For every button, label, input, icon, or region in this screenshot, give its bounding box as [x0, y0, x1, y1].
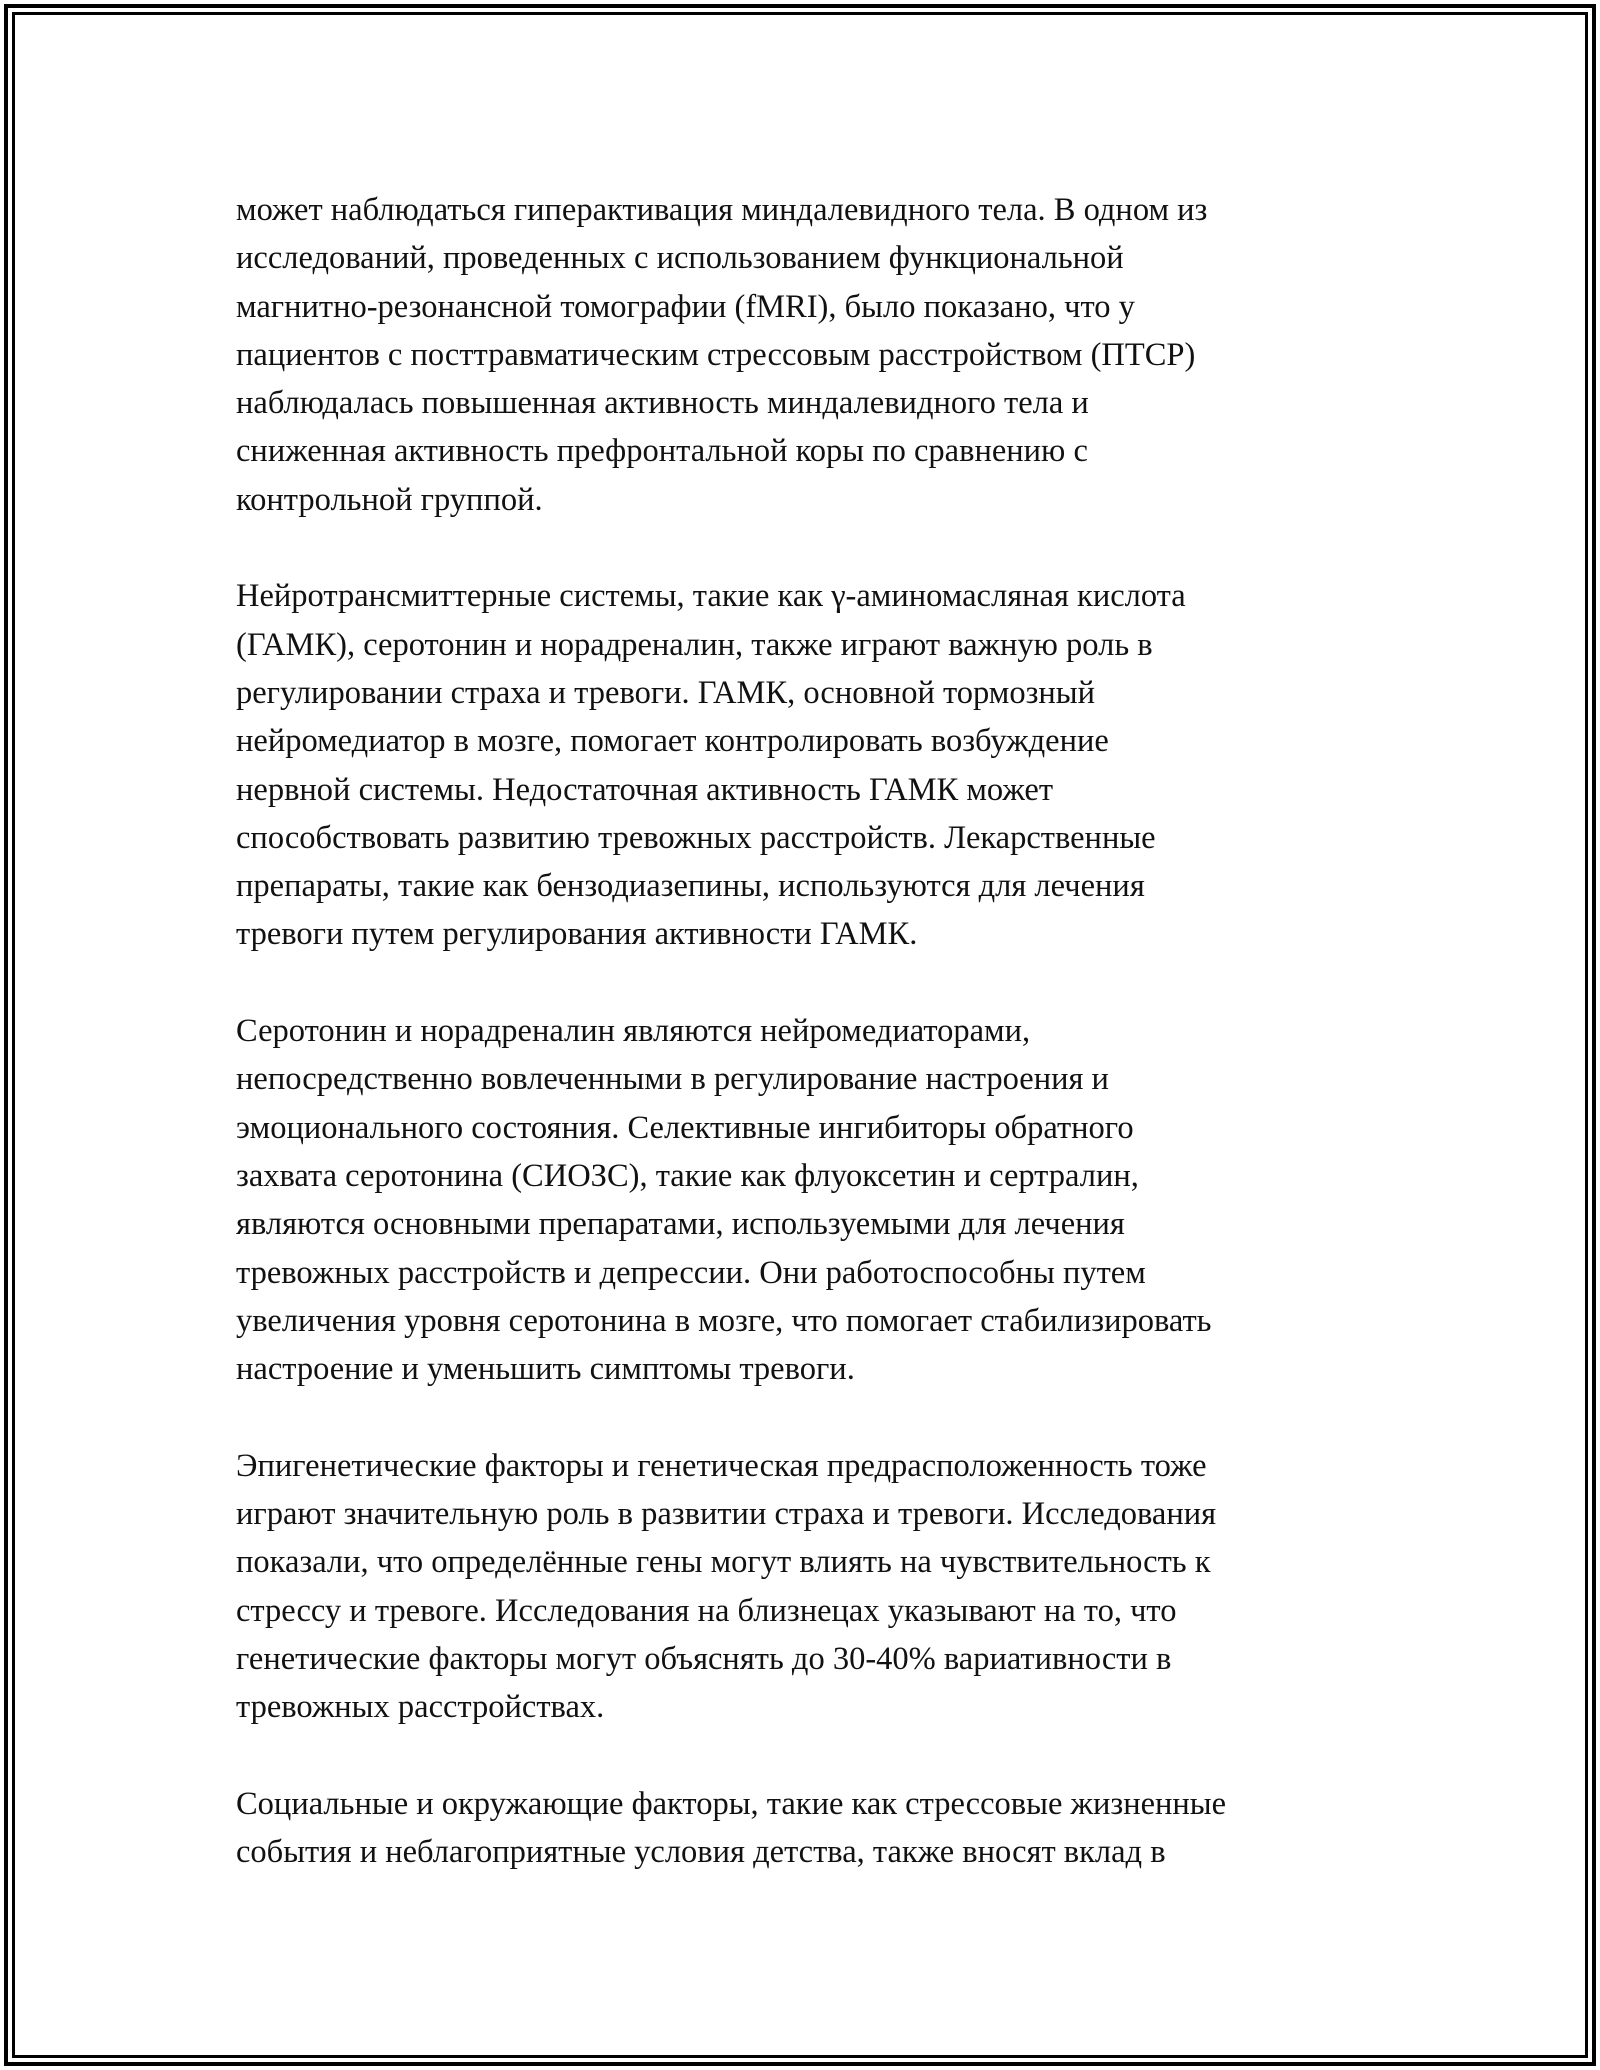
text-line: захвата серотонина (СИОЗС), такие как флуоксетин и сертралин, [236, 1157, 1139, 1194]
text-line: пациентов с посттравматическим стрессовым расстройством (ПТСР) [236, 336, 1196, 373]
paragraph-neurotransmitters [236, 572, 1366, 958]
paragraph-social-factors [236, 1780, 1366, 1877]
text-line: регулировании страха и тревоги. ГАМК, основной тормозный [236, 674, 1096, 711]
text-line: тревоги путем регулирования активности ГАМК. [236, 916, 918, 953]
text-line: играют значительную роль в развитии страха и тревоги. Исследования [236, 1496, 1217, 1533]
text-line: показали, что определённые гены могут влиять на чувствительность к [236, 1544, 1211, 1581]
text-line: препараты, такие как бензодиазепины, используются для лечения [236, 868, 1145, 905]
text-line: сниженная активность префронтальной коры по сравнению с [236, 433, 1088, 470]
text-line: непосредственно вовлеченными в регулирование настроения и [236, 1061, 1109, 1098]
text-line: Социальные и окружающие факторы, такие как стрессовые жизненные [236, 1785, 1227, 1822]
text-line: может наблюдаться гиперактивация миндалевидного тела. В одном из [236, 192, 1208, 228]
text-line: стрессу и тревоге. Исследования на близнецах указывают на то, что [236, 1592, 1177, 1629]
text-line: наблюдалась повышенная активность миндалевидного тела и [236, 385, 1089, 422]
text-line: (ГАМК), серотонин и норадреналин, также играют важную роль в [236, 626, 1153, 663]
text-line: способствовать развитию тревожных расстройств. Лекарственные [236, 819, 1156, 856]
text-line: Эпигенетические факторы и генетическая предрасположенность тоже [236, 1447, 1207, 1484]
text-line: настроение и уменьшить симптомы тревоги. [236, 1351, 855, 1388]
paragraph-epigenetics [236, 1442, 1366, 1732]
text-line: исследований, проведенных с использованием функциональной [236, 240, 1124, 277]
document-body [236, 186, 1366, 1925]
text-line: являются основными препаратами, используемыми для лечения [236, 1206, 1125, 1243]
text-line: магнитно-резонансной томографии (fMRI), было показано, что у [236, 288, 1135, 325]
text-line: Серотонин и норадреналин являются нейромедиаторами, [236, 1013, 1031, 1050]
text-line: эмоционального состояния. Селективные ингибиторы обратного [236, 1109, 1134, 1146]
text-line: тревожных расстройств и депрессии. Они работоспособны путем [236, 1254, 1146, 1291]
paragraph-amygdala [236, 186, 1366, 524]
text-line: контрольной группой. [236, 481, 543, 518]
text-line: тревожных расстройствах. [236, 1689, 605, 1726]
text-line: Нейротрансмиттерные системы, такие как γ-аминомасляная кислота [236, 578, 1186, 615]
text-line: нейромедиатор в мозге, помогает контролировать возбуждение [236, 723, 1109, 760]
text-line: нервной системы. Недостаточная активность ГАМК может [236, 771, 1054, 808]
text-line: увеличения уровня серотонина в мозге, что помогает стабилизировать [236, 1302, 1212, 1339]
text-line: генетические факторы могут объяснять до 30-40% вариативности в [236, 1640, 1172, 1677]
paragraph-serotonin [236, 1007, 1366, 1393]
text-line: события и неблагоприятные условия детства, также вносят вклад в [236, 1834, 1166, 1871]
